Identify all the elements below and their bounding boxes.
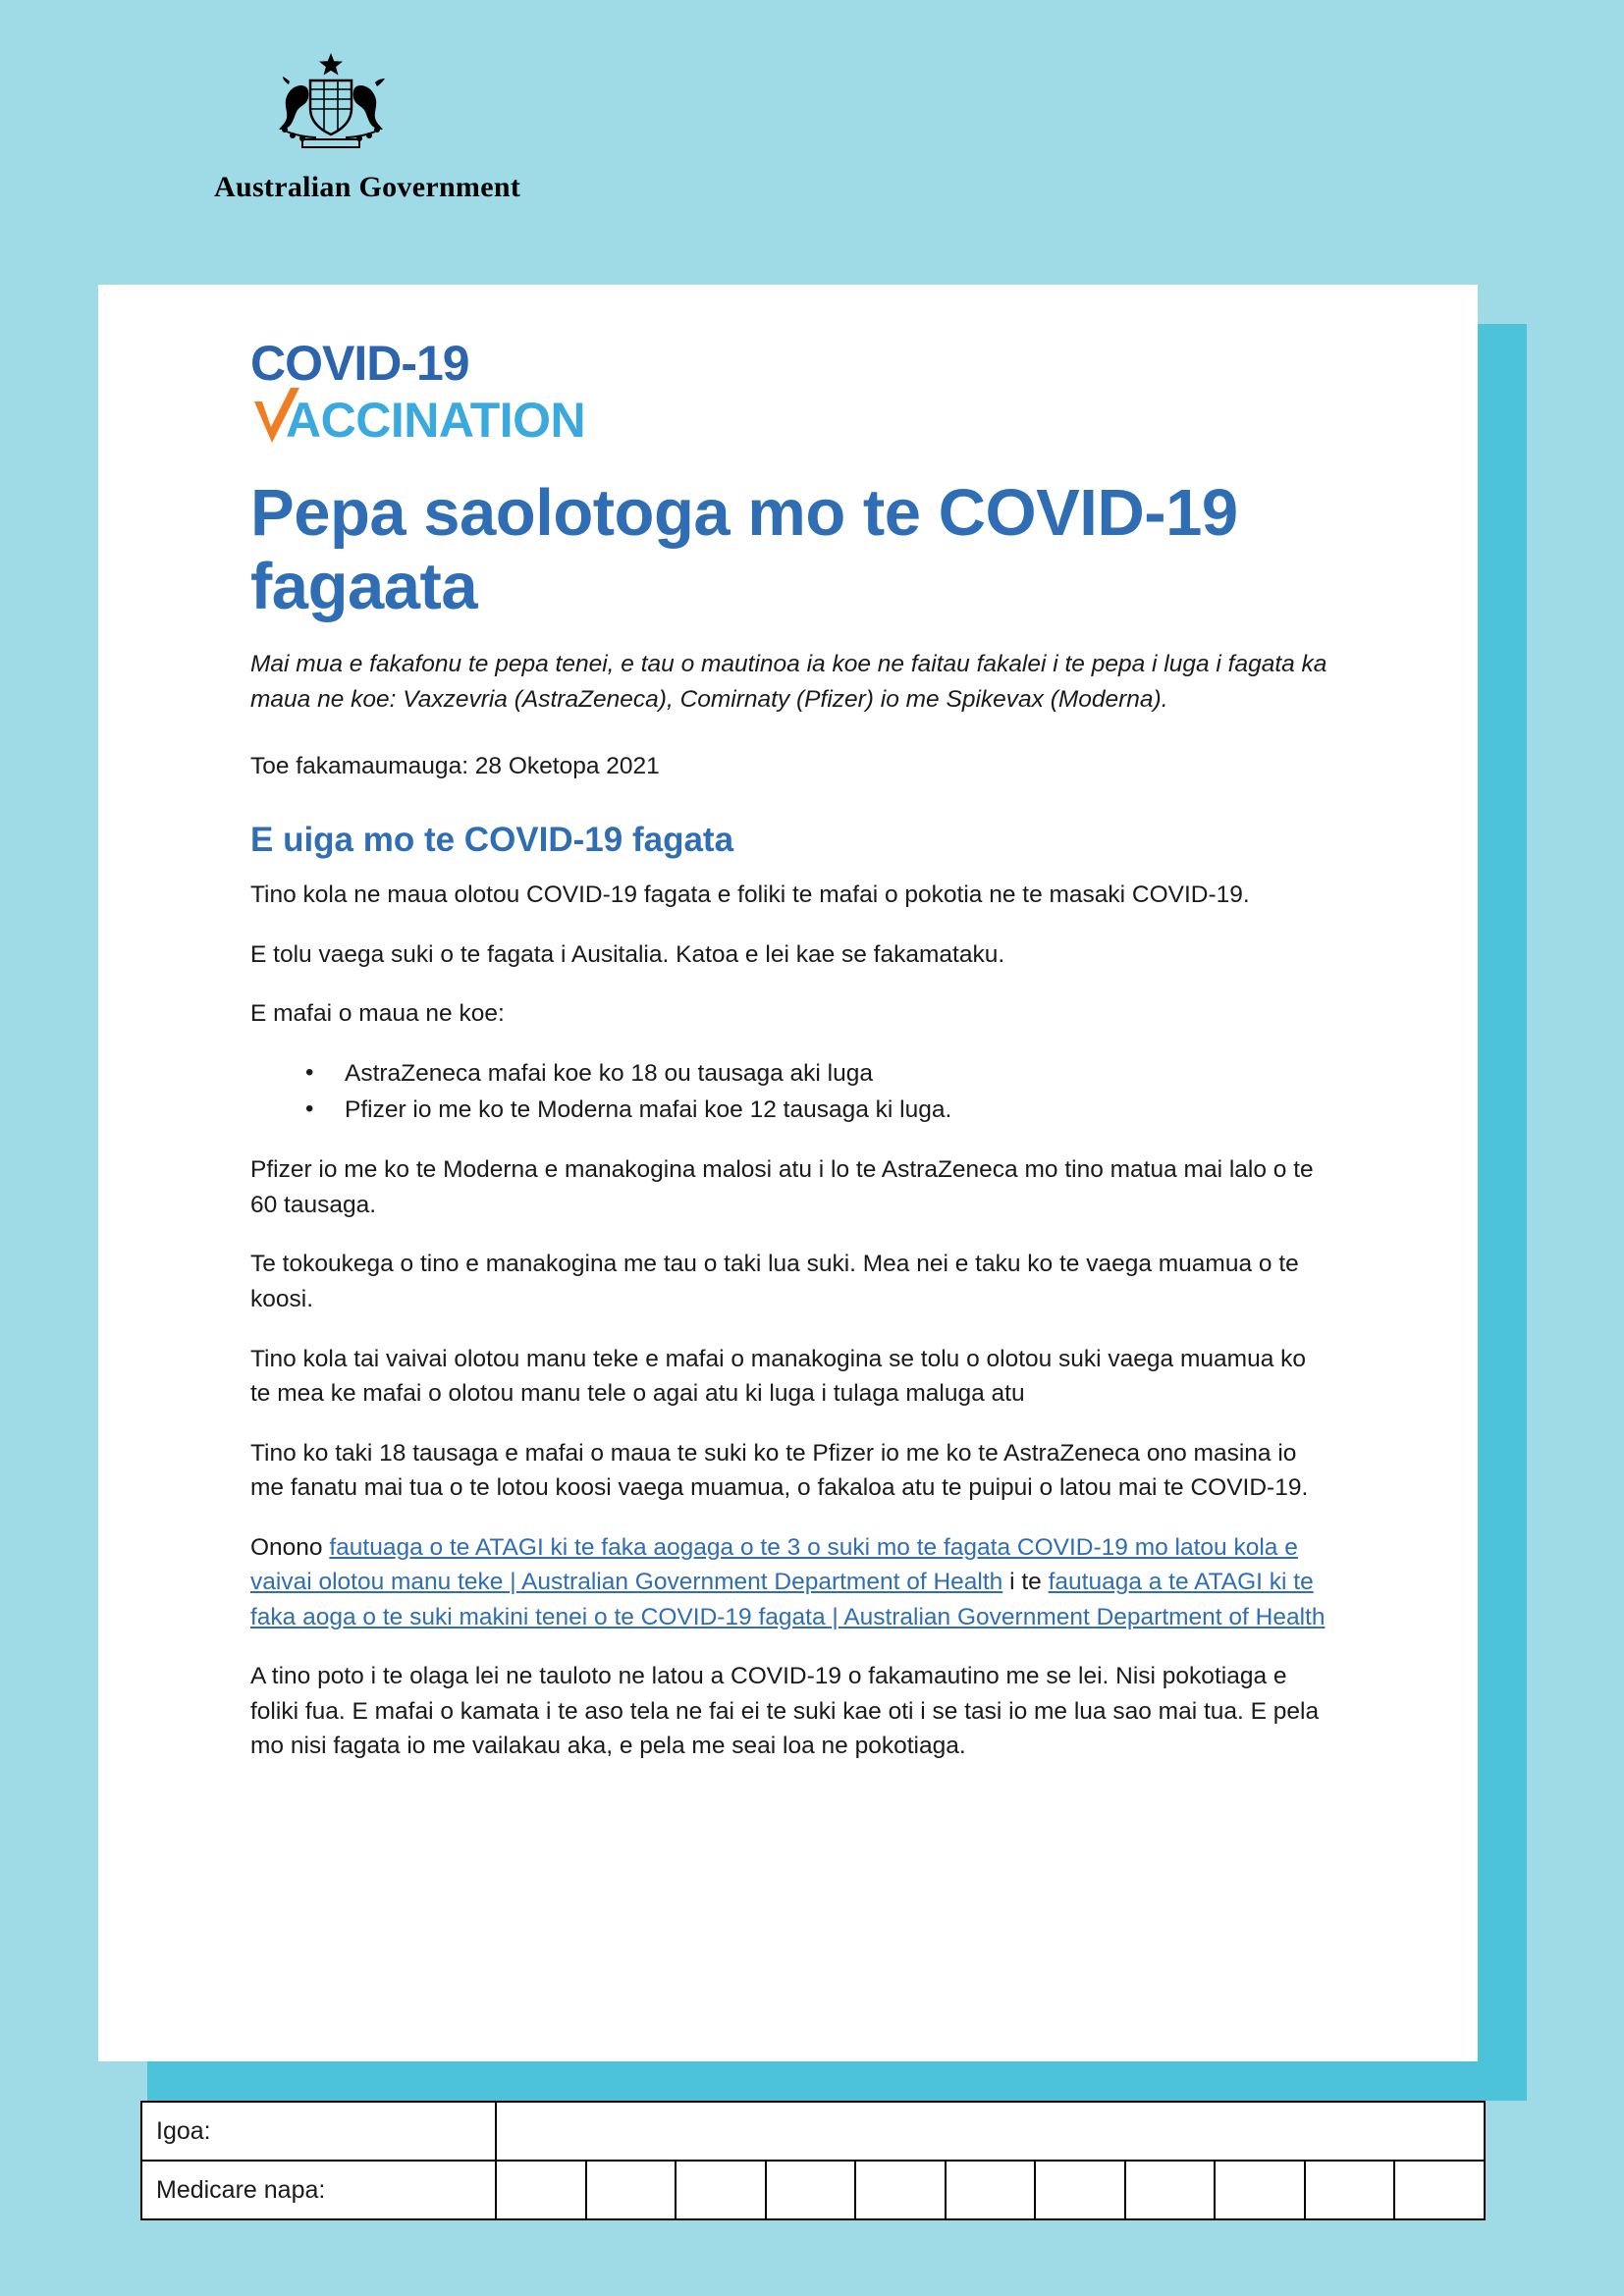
paragraph: E mafai o maua ne koe: — [250, 1000, 505, 1028]
government-branding — [214, 47, 548, 204]
last-updated: Toe fakamaumauga: 28 Oketopa 2021 — [250, 753, 660, 780]
medicare-digit-box[interactable] — [766, 2161, 856, 2219]
list-item: • Pfizer io me ko te Moderna mafai koe 12 tausaga ki luga. — [345, 1093, 1330, 1129]
paragraph: Te tokoukega o tino e manakogina me tau o taki lua suki. Mea nei e taku ko te vaega muamua o te koosi. — [250, 1251, 1299, 1312]
link-paragraph-middle: i te — [1002, 1569, 1049, 1596]
medicare-digit-box-filled[interactable] — [1305, 2161, 1395, 2219]
medicare-digit-box[interactable] — [496, 2161, 586, 2219]
patient-details-form — [140, 2101, 1486, 2220]
intro-note: Mai mua e fakafonu te pepa tenei, e tau o mautinoa ia koe ne faitau fakalei i te pepa i luga i fagata ka maua ne koe: Vaxzevria (AstraZeneca), Comirnaty (Pfizer) io me Spikevax (Moderna). — [250, 651, 1327, 713]
medicare-digit-box[interactable] — [1125, 2161, 1216, 2219]
section-heading: E uiga mo te COVID-19 fagata — [250, 821, 734, 860]
atagi-third-dose-link[interactable]: fautuaga o te ATAGI ki te faka aogaga o te 3 o suki mo te fagata COVID-19 mo latou kola e vaivai olotou manu teke | Australian Government Department of Health — [250, 1533, 1298, 1596]
paragraph: Pfizer io me ko te Moderna e manakogina malosi atu i lo te AstraZeneca mo tino matua mai lalo o te 60 tausaga. — [250, 1156, 1314, 1218]
australian-government-label: Australian Government — [214, 171, 521, 203]
closing-paragraph: A tino poto i te olaga lei ne tauloto ne latou a COVID-19 o fakamautino me se lei. Nisi pokotiaga e foliki fua. E mafai o kamata i te aso tela ne fai ei te suki kae oti i se tasi io me lua sao mai tua. E pela mo nisi fagata io me vailakau aka, e pela me seai loa ne pokotiaga. — [250, 1663, 1320, 1760]
logo-covid19-text: COVID-19 — [250, 336, 469, 391]
eligibility-list — [250, 1056, 1330, 1129]
link-paragraph-prefix: Onono — [250, 1533, 330, 1561]
medicare-digit-box[interactable] — [676, 2161, 766, 2219]
name-input[interactable] — [496, 2102, 1485, 2161]
form-table — [140, 2101, 1486, 2220]
list-item: • AstraZeneca mafai koe ko 18 ou tausaga aki luga — [345, 1056, 1330, 1093]
name-label: Igoa: — [141, 2102, 496, 2161]
medicare-digit-box[interactable] — [586, 2161, 677, 2219]
medicare-digit-box[interactable] — [946, 2161, 1036, 2219]
atagi-booster-link[interactable]: fautuaga a te ATAGI ki te faka aoga o te suki makini tenei o te COVID-19 fagata | Australian Government Department of Health — [250, 1569, 1326, 1630]
medicare-digit-box[interactable] — [1215, 2161, 1305, 2219]
medicare-label: Medicare napa: — [141, 2161, 496, 2219]
medicare-digit-box[interactable] — [855, 2161, 946, 2219]
medicare-digit-box[interactable] — [1394, 2161, 1485, 2219]
paragraph: Tino ko taki 18 tausaga e mafai o maua te suki ko te Pfizer io me ko te AstraZeneca ono masina io me fanatu mai tua o te lotou koosi vaega muamua, o fakaloa atu te puipui o latou mai te COVID-19. — [250, 1439, 1309, 1502]
logo-vaccination-text: ACCINATION — [286, 393, 586, 448]
table-row — [141, 2161, 1485, 2219]
table-row — [141, 2102, 1485, 2161]
australian-coat-of-arms-icon — [228, 47, 434, 165]
paragraph: Tino kola ne maua olotou COVID-19 fagata e foliki te mafai o pokotia ne te masaki COVID-19. — [250, 881, 1250, 909]
content-card — [98, 285, 1478, 2061]
references-paragraph — [250, 1530, 1330, 1635]
page-title: Pepa saolotoga mo te COVID-19 fagaata — [250, 476, 1238, 624]
paragraph: Tino kola tai vaivai olotou manu teke e mafai o manakogina se tolu o olotou suki vaega muamua ko te mea ke mafai o olotou manu tele o agai atu ki luga i tulaga maluga atu — [250, 1345, 1306, 1408]
medicare-digit-box[interactable] — [1035, 2161, 1125, 2219]
covid19-vaccination-logo — [250, 336, 1330, 466]
paragraph: E tolu vaega suki o te fagata i Ausitalia. Katoa e lei kae se fakamataku. — [250, 940, 1005, 968]
